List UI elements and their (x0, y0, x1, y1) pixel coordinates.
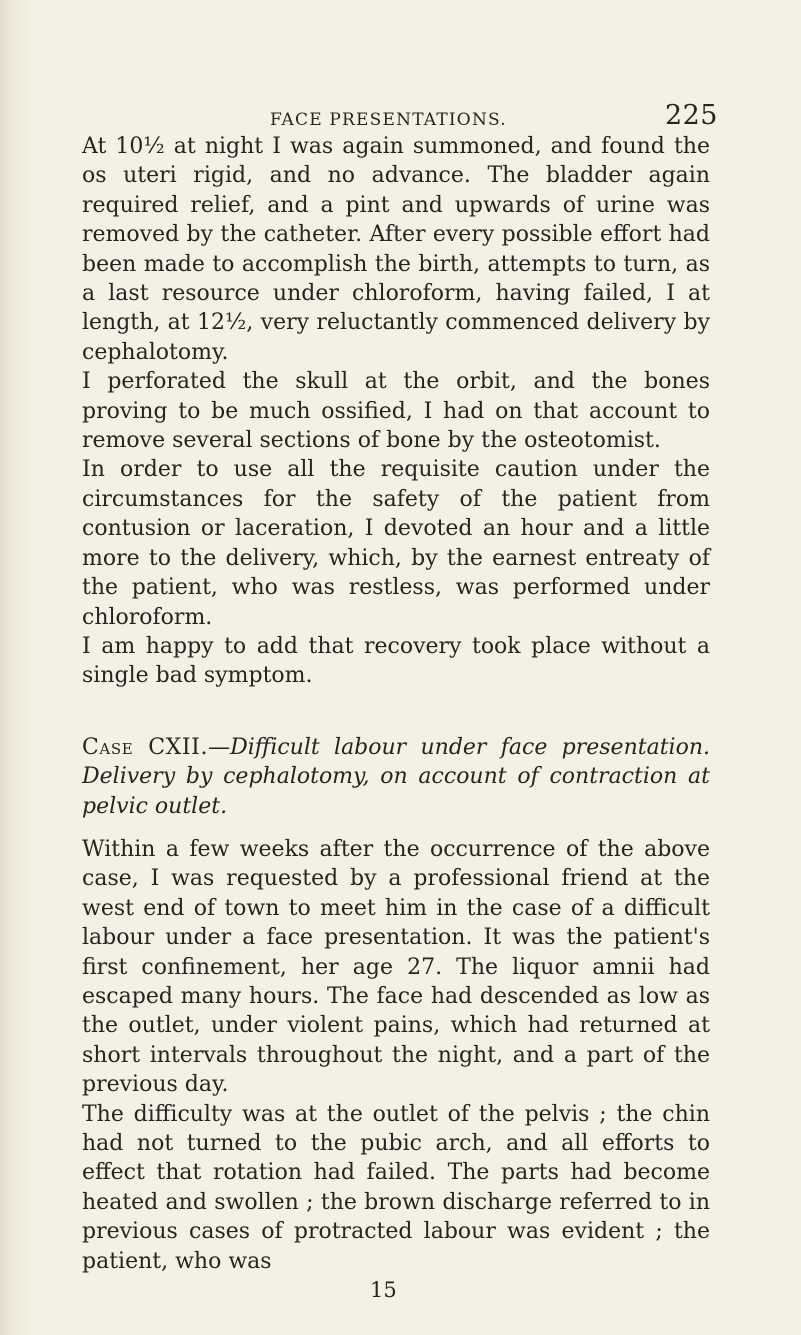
paragraph-1: At 10½ at night I was again summoned, and found the os uteri rigid, and no advance. The bladder again required relief, and a pint and upwards of urine was removed by the catheter. After every possible effort had been made to accomplish the birth, attempts to turn, as a last resource under chloroform, having failed, I at length, at 12½, very reluctantly commenced delivery by cephalotomy. (82, 134, 710, 365)
paragraph-6: The difficulty was at the outlet of the pelvis ; the chin had not turned to the pubic arch, and all efforts to effect that rotation had failed. The parts had become heated and swollen ; the brown discharge referred to in previous cases of protracted labour was evident ; the patient, who was (82, 1101, 710, 1274)
section-gap-2 (82, 821, 710, 835)
page-edge-shadow (0, 0, 30, 1335)
section-gap (82, 691, 710, 733)
case-label: Case CXII. (82, 734, 209, 760)
page-number: 225 (664, 100, 718, 131)
case-dash: — (208, 734, 231, 760)
paragraph-2: I perforated the skull at the orbit, and the bones proving to be much ossified, I had on that account to remove several sections of bone by the osteotomist. (82, 369, 710, 454)
case-title: Difficult labour under face presentation. Delivery by cephalotomy, on account of contraction at pelvic outlet. (82, 734, 710, 819)
book-page (82, 96, 718, 1304)
paragraph-5: Within a few weeks after the occurrence of the above case, I was requested by a professional friend at the west end of town to meet him in the case of a difficult labour under a face presentation. It was the patient's first confinement, her age 27. The liquor amnii had escaped many hours. The face had descended as low as the outlet, under violent pains, which had returned at short intervals throughout the night, and a part of the previous day. (82, 836, 710, 1098)
running-head (82, 96, 718, 132)
case-heading (82, 733, 710, 821)
paragraph-3: In order to use all the requisite caution under the circumstances for the safety of the patient from contusion or laceration, I devoted an hour and a little more to the delivery, which, by the earnest entreaty of the patient, who was restless, was performed under chloroform. (82, 457, 710, 630)
signature-mark: 15 (370, 1278, 397, 1303)
running-title: FACE PRESENTATIONS. (270, 110, 507, 130)
paragraph-4: I am happy to add that recovery took place without a single bad symptom. (82, 633, 710, 689)
